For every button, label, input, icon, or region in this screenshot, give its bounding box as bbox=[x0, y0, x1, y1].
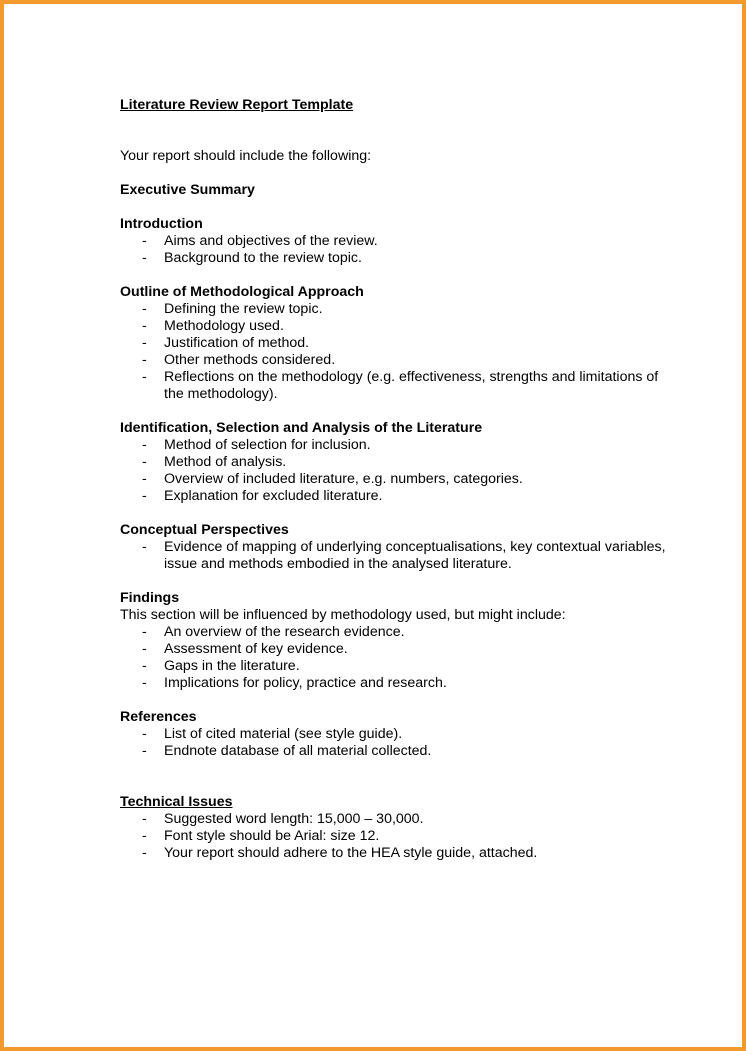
list-item-text: Justification of method. bbox=[164, 335, 310, 351]
bullet-list bbox=[120, 539, 680, 573]
list-item bbox=[120, 437, 680, 454]
bullet-dash: - bbox=[142, 250, 147, 266]
list-item bbox=[120, 233, 680, 250]
document-title: Literature Review Report Template bbox=[120, 97, 354, 113]
list-item-text: Method of analysis. bbox=[164, 454, 287, 470]
list-item-text: Defining the review topic. bbox=[164, 301, 323, 317]
bullet-dash: - bbox=[142, 437, 147, 453]
bullet-list bbox=[120, 811, 680, 862]
list-item-text: Explanation for excluded literature. bbox=[164, 488, 383, 504]
list-item-text: List of cited material (see style guide). bbox=[164, 726, 403, 742]
section-heading: Identification, Selection and Analysis of the Literature bbox=[120, 420, 483, 436]
bullet-dash: - bbox=[142, 675, 147, 691]
section-heading: Technical Issues bbox=[120, 794, 233, 810]
bullet-dash: - bbox=[142, 726, 147, 742]
list-item-text: Overview of included literature, e.g. numbers, categories. bbox=[164, 471, 523, 487]
bullet-dash: - bbox=[142, 454, 147, 470]
bullet-dash: - bbox=[142, 488, 147, 504]
list-item-text: Methodology used. bbox=[164, 318, 284, 334]
bullet-list bbox=[120, 233, 680, 267]
bullet-dash: - bbox=[142, 369, 147, 385]
section-introduction bbox=[120, 216, 680, 267]
list-item bbox=[120, 641, 680, 658]
list-item bbox=[120, 828, 680, 845]
list-item-text: Reflections on the methodology (e.g. effectiveness, strengths and limitations of the methodology). bbox=[164, 369, 659, 402]
bullet-dash: - bbox=[142, 352, 147, 368]
section-description: This section will be influenced by methodology used, but might include: bbox=[120, 607, 566, 623]
list-item bbox=[120, 488, 680, 505]
list-item-text: Method of selection for inclusion. bbox=[164, 437, 371, 453]
list-item bbox=[120, 318, 680, 335]
bullet-list bbox=[120, 624, 680, 692]
list-item bbox=[120, 811, 680, 828]
section-findings bbox=[120, 590, 680, 692]
list-item bbox=[120, 335, 680, 352]
list-item bbox=[120, 624, 680, 641]
list-item bbox=[120, 352, 680, 369]
bullet-dash: - bbox=[142, 471, 147, 487]
list-item-text: Endnote database of all material collected. bbox=[164, 743, 432, 759]
bullet-dash: - bbox=[142, 624, 147, 640]
list-item-text: Font style should be Arial: size 12. bbox=[164, 828, 380, 844]
section-heading: Outline of Methodological Approach bbox=[120, 284, 364, 300]
document-body bbox=[120, 97, 680, 862]
list-item-text: Aims and objectives of the review. bbox=[164, 233, 378, 249]
list-item bbox=[120, 845, 680, 862]
list-item-text: Implications for policy, practice and research. bbox=[164, 675, 447, 691]
bullet-dash: - bbox=[142, 233, 147, 249]
list-item bbox=[120, 658, 680, 675]
section-methodological-approach bbox=[120, 284, 680, 403]
section-executive-summary bbox=[120, 182, 680, 199]
bullet-dash: - bbox=[142, 539, 147, 555]
section-references bbox=[120, 709, 680, 760]
list-item bbox=[120, 369, 680, 403]
bullet-dash: - bbox=[142, 743, 147, 759]
bullet-list bbox=[120, 301, 680, 403]
section-heading: Introduction bbox=[120, 216, 203, 232]
list-item-text: Suggested word length: 15,000 – 30,000. bbox=[164, 811, 424, 827]
list-item-text: Your report should adhere to the HEA style guide, attached. bbox=[164, 845, 538, 861]
list-item-text: Background to the review topic. bbox=[164, 250, 362, 266]
list-item bbox=[120, 250, 680, 267]
bullet-dash: - bbox=[142, 658, 147, 674]
bullet-list bbox=[120, 437, 680, 505]
bullet-dash: - bbox=[142, 641, 147, 657]
bullet-dash: - bbox=[142, 845, 147, 861]
list-item bbox=[120, 743, 680, 760]
list-item bbox=[120, 471, 680, 488]
intro-text: Your report should include the following: bbox=[120, 148, 372, 164]
list-item bbox=[120, 454, 680, 471]
list-item bbox=[120, 726, 680, 743]
section-conceptual-perspectives bbox=[120, 522, 680, 573]
bullet-dash: - bbox=[142, 335, 147, 351]
list-item-text: Evidence of mapping of underlying conceptualisations, key contextual variables, issue and methods embodied in the analysed literature. bbox=[164, 539, 666, 572]
bullet-dash: - bbox=[142, 828, 147, 844]
section-heading: Executive Summary bbox=[120, 182, 255, 198]
list-item bbox=[120, 301, 680, 318]
bullet-dash: - bbox=[142, 811, 147, 827]
list-item-text: Gaps in the literature. bbox=[164, 658, 300, 674]
list-item bbox=[120, 539, 680, 573]
list-item-text: Other methods considered. bbox=[164, 352, 336, 368]
bullet-dash: - bbox=[142, 301, 147, 317]
section-heading: Findings bbox=[120, 590, 180, 606]
section-identification-selection-analysis bbox=[120, 420, 680, 505]
section-heading: Conceptual Perspectives bbox=[120, 522, 289, 538]
list-item-text: An overview of the research evidence. bbox=[164, 624, 405, 640]
section-technical-issues bbox=[120, 794, 680, 862]
section-heading: References bbox=[120, 709, 197, 725]
list-item-text: Assessment of key evidence. bbox=[164, 641, 348, 657]
list-item bbox=[120, 675, 680, 692]
bullet-dash: - bbox=[142, 318, 147, 334]
bullet-list bbox=[120, 726, 680, 760]
